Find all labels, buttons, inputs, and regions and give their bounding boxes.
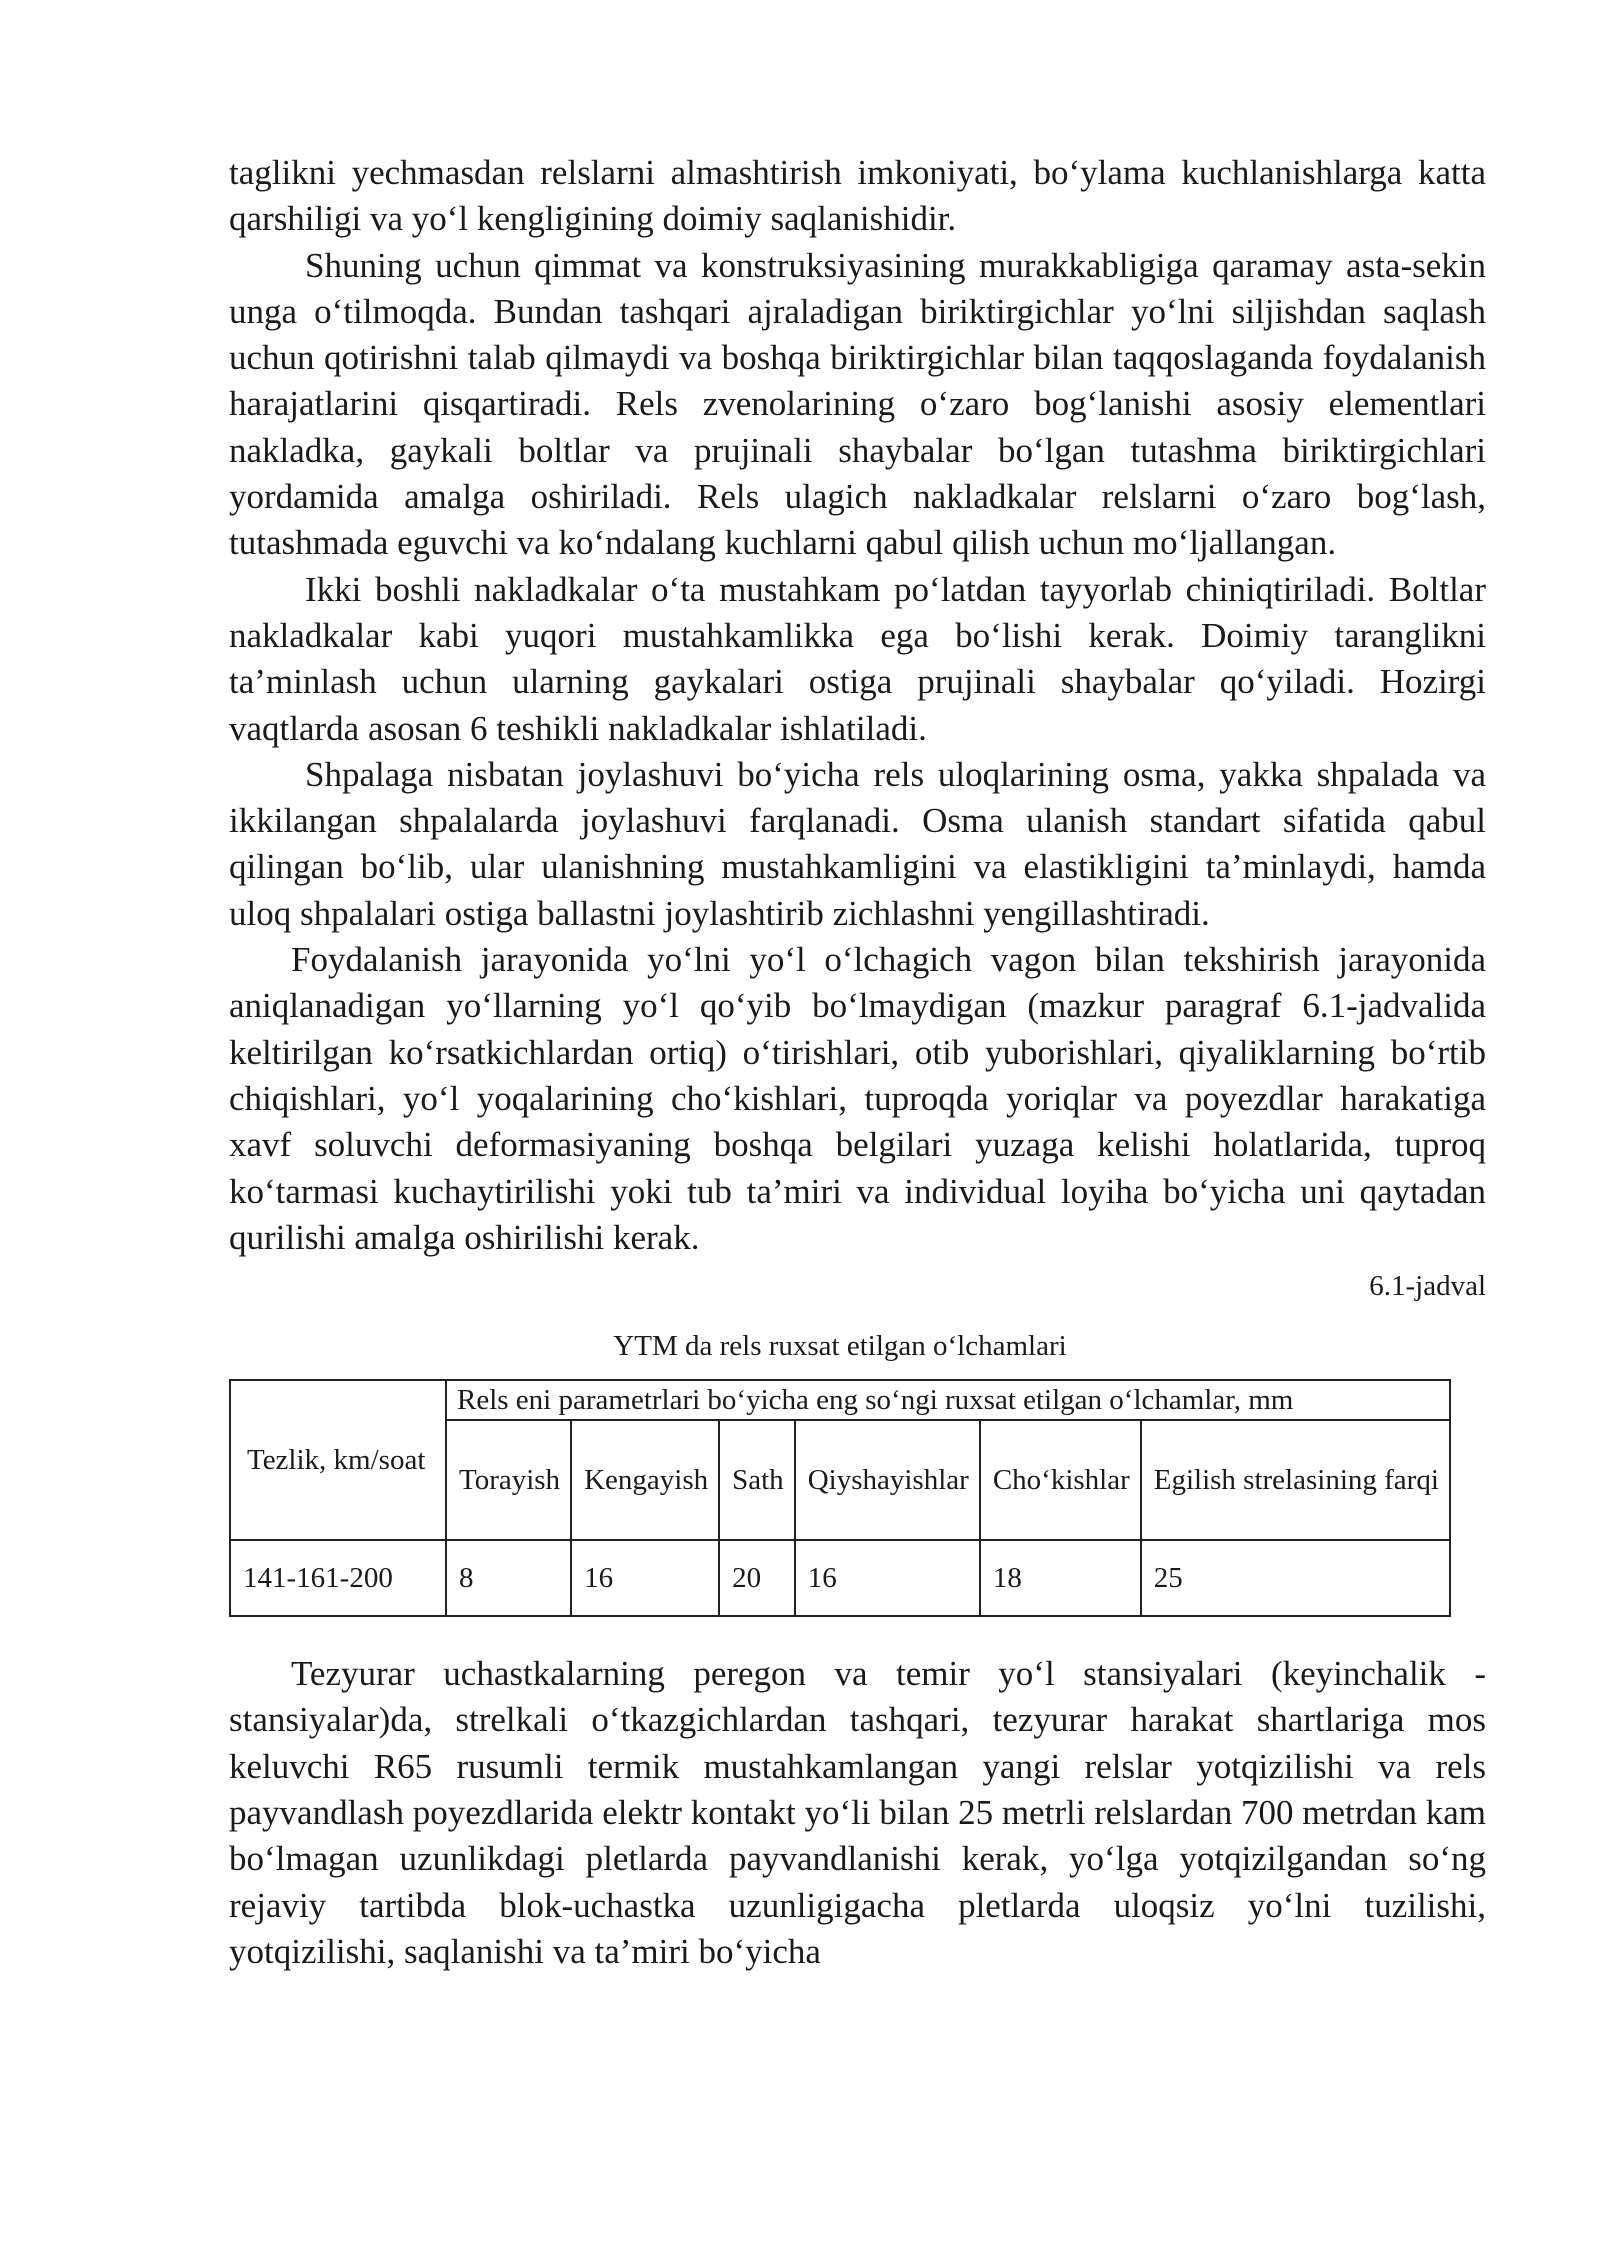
- tolerance-table: [229, 1379, 1451, 1617]
- paragraph-joint-placement: Shpalaga nisbatan joylashuvi bo‘yicha rels uloqlarining osma, yakka shpalada va ikkilangan shpalalarda joylashuvi farqlanadi. Osma ulanish standart sifatida qabul qilingan bo‘lib, ular ulanishning mustahkamligini va elastikligini ta’minlaydi, hamda uloq shpalalari ostiga ballastni joylashtirib zichlashni yengillashtiradi.: [229, 754, 1486, 933]
- paragraph-high-speed-sections: Tezyurar uchastkalarning peregon va temir yo‘l stansiyalari (keyinchalik - stansiyalar)da, strelkali o‘tkazgichlardan tashqari, tezyurar harakat shartlariga mos keluvchi R65 rusumli termik mustahkamlangan yangi relslar yotqizilishi va rels payvandlash poyezdlarida elektr kontakt yo‘li bilan 25 metrli relslardan 700 metrdan kam bo‘lmagan uzunlikdagi pletlarda payvandlanishi kerak, yo‘lga yotqizilgandan so‘ng rejaviy tartibda blok-uchastka uzunligigacha pletlarda uloqsiz yo‘lni tuzilishi, yotqizilishi, saqlanishi va ta’miri bo‘yicha: [229, 1654, 1486, 1971]
- value-cell: 16: [795, 1540, 980, 1616]
- column-header: Cho‘kishlar: [980, 1420, 1141, 1540]
- value-cell: 25: [1141, 1540, 1450, 1616]
- paragraph-fishplates: Ikki boshli nakladkalar o‘ta mustahkam po‘latdan tayyorlab chiniqtiriladi. Boltlar nakladkalar kabi yuqori mustahkamlikka ega bo‘lishi kerak. Doimiy taranglikni ta’minlash uchun ularning gaykalari ostiga prujinali shaybalar qo‘yiladi. Hozirgi vaqtlarda asosan 6 teshikli nakladkalar ishlatiladi.: [229, 569, 1486, 748]
- speed-header-cell: Tezlik, km/soat: [230, 1380, 446, 1540]
- table-reference: 6.1-jadval: [1369, 1270, 1486, 1303]
- value-cell: 8: [446, 1540, 571, 1616]
- table-header-row: [230, 1380, 1450, 1420]
- paragraph-track-inspection: Foydalanish jarayonida yo‘lni yo‘l o‘lchagich vagon bilan tekshirish jarayonida aniqlanadigan yo‘llarning yo‘l qo‘yib bo‘lmaydigan (mazkur paragraf 6.1-jadvalida keltirilgan ko‘rsatkichlardan ortiq) o‘tirishlari, otib yuborishlari, qiyaliklarning bo‘rtib chiqishlari, yo‘l yoqalarining cho‘kishlari, tuproqda yoriqlar va poyezdlar harakatiga xavf soluvchi deformasiyaning boshqa belgilari yuzaga kelishi holatlarida, tuproq ko‘tarmasi kuchaytirilishi yoki tub ta’miri va individual loyiha bo‘yicha uni qaytadan qurilishi amalga oshirilishi kerak.: [229, 940, 1486, 1257]
- column-header: Egilish strelasining farqi: [1141, 1420, 1450, 1540]
- table-row: [230, 1540, 1450, 1616]
- paragraph-continuation: taglikni yechmasdan relslarni almashtirish imkoniyati, bo‘ylama kuchlanishlarga katta qarshiligi va yo‘l kengligining doimiy saqlanishidir.: [229, 153, 1486, 239]
- table-caption: YTM da rels ruxsat etilgan o‘lchamlari: [613, 1330, 1067, 1363]
- column-header: Sath: [719, 1420, 795, 1540]
- column-header: Qiyshayishlar: [795, 1420, 980, 1540]
- document-page: [229, 150, 1486, 1975]
- speed-value-cell: 141-161-200: [230, 1540, 446, 1616]
- value-cell: 20: [719, 1540, 795, 1616]
- group-header-cell: Rels eni parametrlari bo‘yicha eng so‘ngi ruxsat etilgan o‘lchamlar, mm: [446, 1380, 1450, 1420]
- paragraph-transition: Shuning uchun qimmat va konstruksiyasining murakkabligiga qaramay asta-sekin unga o‘tilmoqda. Bundan tashqari ajraladigan biriktirgichlar yo‘lni siljishdan saqlash uchun qotirishni talab qilmaydi va boshqa biriktirgichlar bilan taqqoslaganda foydalanish harajatlarini qisqartiradi. Rels zvenolarining o‘zaro bog‘lanishi asosiy elementlari nakladka, gaykali boltlar va prujinali shaybalar bo‘lgan tutashma biriktirgichlari yordamida amalga oshiriladi. Rels ulagich nakladkalar relslarni o‘zaro bog‘lash, tutashmada eguvchi va ko‘ndalang kuchlarni qabul qilish uchun mo‘ljallangan.: [229, 245, 1486, 563]
- value-cell: 18: [980, 1540, 1141, 1616]
- value-cell: 16: [571, 1540, 719, 1616]
- column-header: Kengayish: [571, 1420, 719, 1540]
- column-header: Torayish: [446, 1420, 571, 1540]
